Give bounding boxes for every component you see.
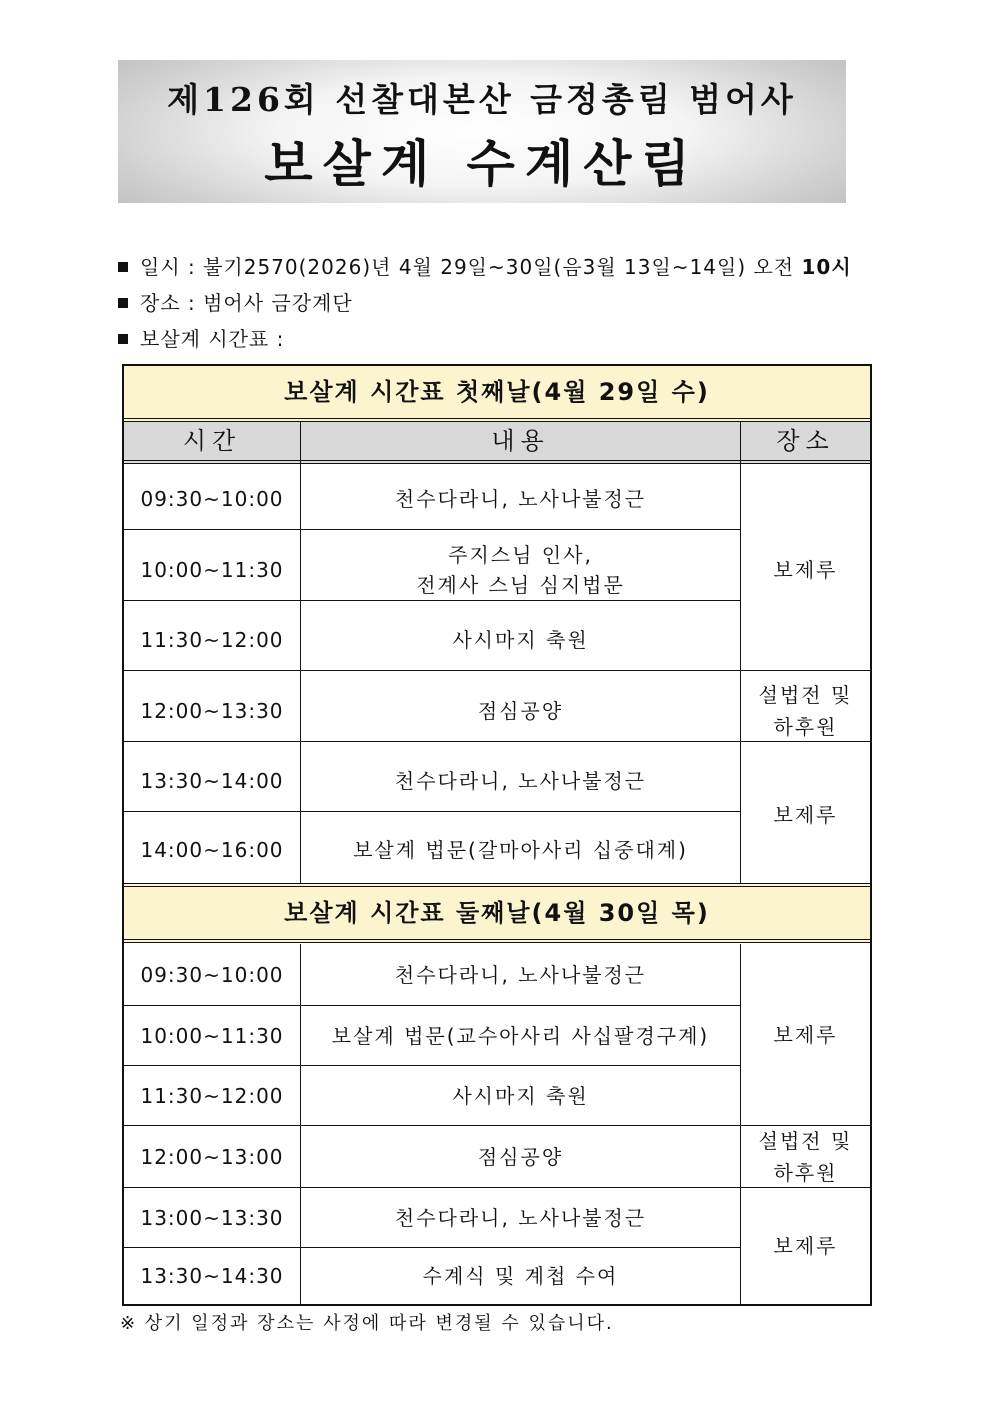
table-row-content: 점심공양 bbox=[477, 698, 564, 723]
bullet-icon bbox=[118, 262, 128, 272]
table-row-place: 보제루 bbox=[773, 1234, 838, 1258]
table-row-time: 12:00~13:00 bbox=[140, 1145, 284, 1169]
table-row-time: 09:30~10:00 bbox=[140, 963, 284, 987]
table-row-time: 10:00~11:30 bbox=[140, 557, 284, 582]
info-date bbox=[118, 252, 852, 282]
info-date-text: 일시 : 불기2570(2026)년 4월 29일~30일(음3월 13일~14일) 오전 bbox=[140, 255, 802, 279]
day1-heading: 보살계 시간표 첫째날(4월 29일 수) bbox=[124, 366, 870, 422]
table-row-content: 사시마지 축원 bbox=[452, 628, 589, 652]
table-row-time: 10:00~11:30 bbox=[140, 1024, 284, 1048]
day2-heading: 보살계 시간표 둘째날(4월 30일 목) bbox=[124, 883, 870, 943]
table-row-place: 설법전 및 하후원 bbox=[758, 682, 853, 739]
table-row-content: 천수다라니, 노사나불정근 bbox=[394, 487, 647, 511]
bullet-icon bbox=[118, 298, 128, 308]
table-row-content: 보살계 법문(교수아사리 사십팔경구계) bbox=[331, 1024, 710, 1048]
table-row-content: 천수다라니, 노사나불정근 bbox=[394, 1206, 647, 1230]
table-row-content: 사시마지 축원 bbox=[452, 1084, 589, 1108]
col-header-content: 내용 bbox=[491, 427, 550, 455]
table-row-place: 보제루 bbox=[773, 802, 838, 827]
table-row-time: 13:30~14:00 bbox=[140, 769, 284, 793]
table-row-place: 설법전 및 하후원 bbox=[758, 1129, 853, 1185]
footnote: ※ 상기 일정과 장소는 사정에 따라 변경될 수 있습니다. bbox=[120, 1313, 614, 1334]
table-row-content: 천수다라니, 노사나불정근 bbox=[394, 963, 647, 987]
title-banner bbox=[118, 60, 846, 203]
table-row-time: 13:00~13:30 bbox=[140, 1206, 284, 1230]
info-date-time: 10시 bbox=[801, 255, 852, 279]
table-row-time: 11:30~12:00 bbox=[140, 1084, 284, 1108]
info-place bbox=[118, 288, 353, 318]
table-row-content: 수계식 및 계첩 수여 bbox=[422, 1264, 619, 1288]
col-header-time: 시간 bbox=[182, 427, 242, 455]
table-row-content: 보살계 법문(갈마아사리 십중대계) bbox=[353, 837, 688, 862]
schedule-table bbox=[122, 364, 872, 1306]
bullet-icon bbox=[118, 334, 128, 344]
info-schedule-text: 보살계 시간표 : bbox=[140, 327, 285, 351]
info-place-text: 장소 : 범어사 금강계단 bbox=[140, 291, 353, 315]
table-row-time: 14:00~16:00 bbox=[140, 837, 284, 862]
table-row-content: 점심공양 bbox=[477, 1145, 564, 1169]
event-title: 보살계 수계산림 bbox=[264, 134, 700, 193]
event-subtitle: 제126회 선찰대본산 금정총림 범어사 bbox=[167, 80, 797, 119]
table-row-time: 11:30~12:00 bbox=[140, 628, 284, 652]
table-row-content: 주지스님 인사, 전계사 스님 심지법문 bbox=[416, 542, 625, 597]
info-schedule bbox=[118, 324, 284, 354]
table-row-place: 보제루 bbox=[773, 1023, 838, 1047]
table-row-time: 13:30~14:30 bbox=[140, 1264, 284, 1288]
table-row-content: 천수다라니, 노사나불정근 bbox=[394, 769, 647, 793]
table-row-time: 09:30~10:00 bbox=[140, 487, 284, 511]
table-row-place: 보제루 bbox=[773, 557, 838, 582]
col-header-place: 장소 bbox=[776, 427, 835, 455]
table-row-time: 12:00~13:30 bbox=[140, 698, 284, 723]
column-header-row bbox=[124, 422, 870, 464]
